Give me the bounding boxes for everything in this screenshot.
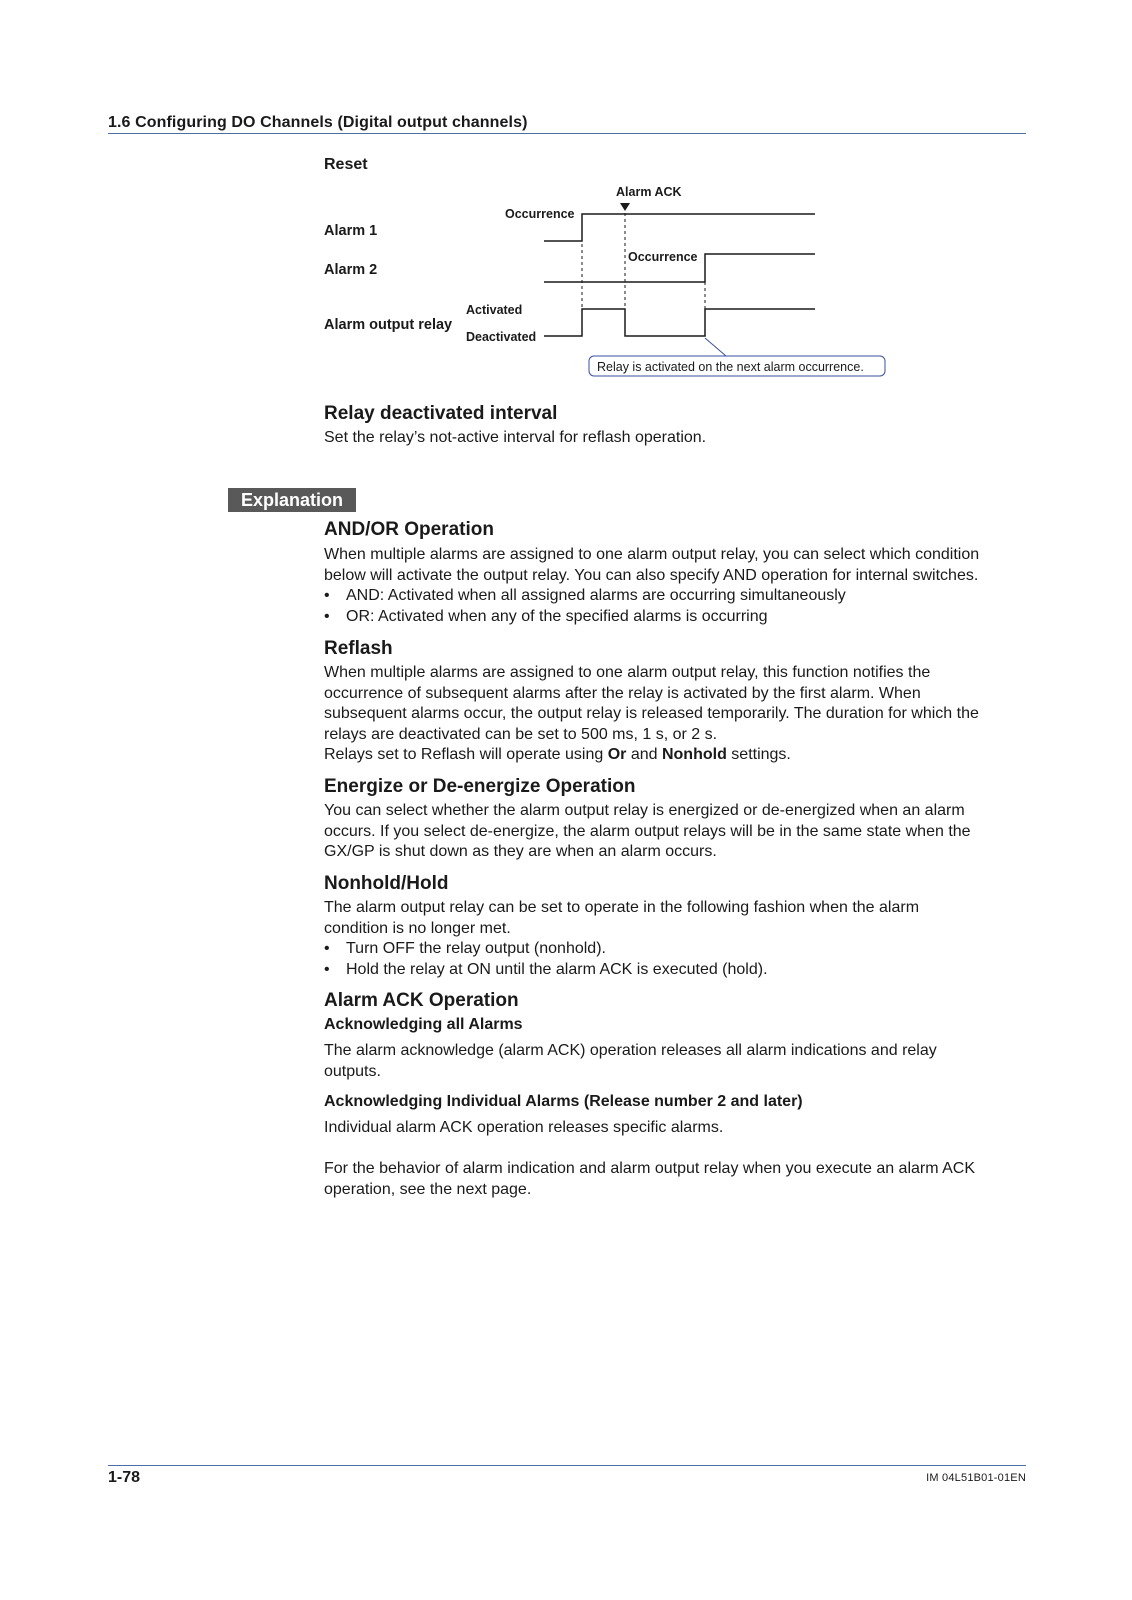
ack-marker-icon: [620, 203, 630, 211]
occurrence-label-1: Occurrence: [505, 207, 575, 221]
energize-line: GX/GP is shut down as they are when an alarm occurs.: [324, 843, 717, 860]
ack-closing-line: For the behavior of alarm indication and alarm output relay when you execute an alarm ACK: [324, 1160, 976, 1177]
reflash-line: relays are deactivated can be set to 500 ms, 1 s, or 2 s.: [324, 725, 718, 743]
and-or-heading: AND/OR Operation: [324, 519, 494, 540]
ack-individual-text: Individual alarm ACK operation releases specific alarms.: [324, 1119, 724, 1136]
callout-text: Relay is activated on the next alarm occurrence.: [597, 360, 864, 374]
reflash-paragraph: [324, 663, 1029, 766]
energize-line: occurs. If you select de-energize, the alarm output relays will be in the same state when the: [324, 822, 971, 840]
nonhold-line: condition is no longer met.: [324, 919, 511, 937]
relay-interval-text: Set the relay’s not-active interval for reflash operation.: [324, 429, 707, 446]
energize-paragraph: [324, 801, 1029, 863]
alarm2-label: Alarm 2: [324, 262, 378, 278]
alarm-ack-label: Alarm ACK: [616, 185, 682, 199]
relay-interval-heading: Relay deactivated interval: [324, 403, 558, 424]
reset-timing-diagram: [0, 0, 1132, 400]
ack-closing-paragraph: [324, 1159, 1029, 1200]
ack-closing-line: operation, see the next page.: [324, 1180, 532, 1198]
reflash-note-suffix: settings.: [726, 746, 791, 763]
nonhold-paragraph: [324, 898, 1029, 980]
relay-label: Alarm output relay: [324, 317, 453, 333]
ack-all-line: The alarm acknowledge (alarm ACK) operation releases all alarm indications and relay: [324, 1042, 937, 1059]
section-title: 1.6 Configuring DO Channels (Digital output channels): [108, 114, 1026, 134]
and-or-line: below will activate the output relay. You can also specify AND operation for internal switches.: [324, 566, 979, 584]
reflash-note-prefix: Relays set to Reflash will operate using: [324, 746, 608, 763]
reflash-note: [324, 745, 1029, 766]
diagram-title: Reset: [324, 156, 368, 173]
ack-all-subheading: Acknowledging all Alarms: [324, 1016, 523, 1033]
nonhold-bullet: • Turn OFF the relay output (nonhold).: [324, 939, 1029, 960]
reflash-note-and: and: [626, 746, 662, 763]
ack-all-line: outputs.: [324, 1062, 381, 1080]
ack-all-paragraph: [324, 1041, 1029, 1082]
callout-pointer: [705, 338, 726, 356]
reflash-line: When multiple alarms are assigned to one alarm output relay, this function notifies the: [324, 664, 931, 681]
reflash-note-nonhold: Nonhold: [661, 746, 727, 763]
hold-bullet: • Hold the relay at ON until the alarm ACK is executed (hold).: [324, 960, 1029, 981]
reflash-line: occurrence of subsequent alarms after the relay is activated by the first alarm. When: [324, 684, 921, 702]
nonhold-heading: Nonhold/Hold: [324, 873, 449, 894]
explanation-badge: Explanation: [228, 488, 356, 512]
energize-heading: Energize or De-energize Operation: [324, 776, 636, 797]
and-or-bullet-and: • AND: Activated when all assigned alarms are occurring simultaneously: [324, 586, 1029, 607]
document-id: IM 04L51B01-01EN: [926, 1472, 1026, 1484]
activated-label: Activated: [466, 303, 523, 317]
and-or-line: When multiple alarms are assigned to one alarm output relay, you can select which condition: [324, 546, 980, 563]
alarm1-label: Alarm 1: [324, 223, 378, 239]
footer-rule: [108, 1465, 1026, 1466]
occurrence-label-2: Occurrence: [628, 250, 698, 264]
and-or-bullet-or: • OR: Activated when any of the specified alarms is occurring: [324, 607, 1029, 628]
alarm-ack-heading: Alarm ACK Operation: [324, 990, 519, 1011]
reflash-line: subsequent alarms occur, the output relay is released temporarily. The duration for which the: [324, 705, 979, 722]
nonhold-line: The alarm output relay can be set to operate in the following fashion when the alarm: [324, 899, 920, 916]
deactivated-label: Deactivated: [466, 330, 537, 344]
page-number: 1-78: [108, 1469, 141, 1486]
reflash-note-or: Or: [607, 746, 627, 763]
ack-individual-subheading: Acknowledging Individual Alarms (Release number 2 and later): [324, 1093, 803, 1110]
and-or-paragraph: [324, 545, 1029, 627]
relay-waveform: [544, 309, 815, 336]
energize-line: You can select whether the alarm output relay is energized or de-energized when an alarm: [324, 802, 965, 819]
reflash-heading: Reflash: [324, 638, 393, 659]
alarm1-waveform: [544, 214, 815, 241]
